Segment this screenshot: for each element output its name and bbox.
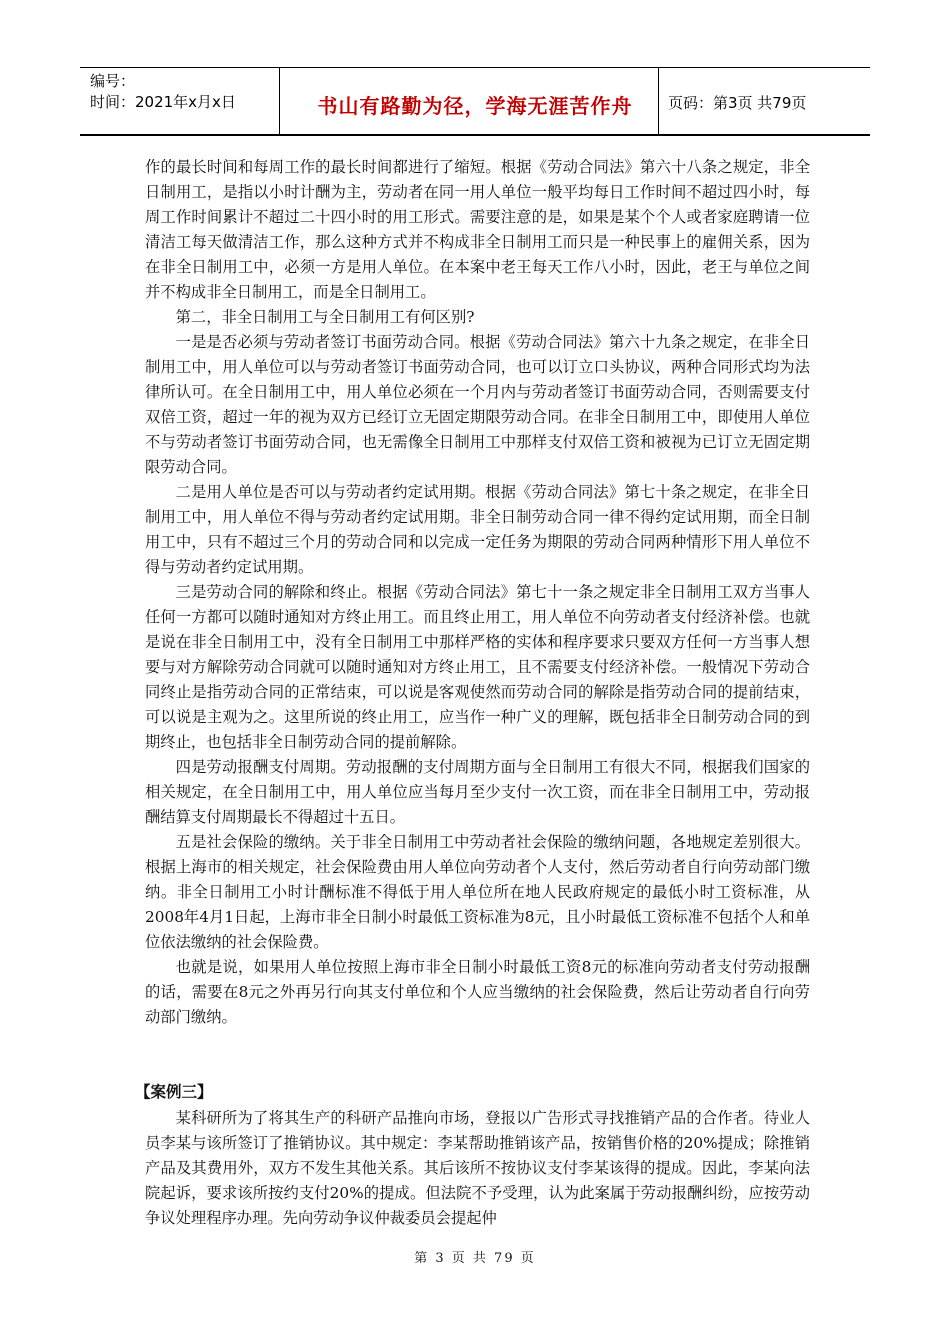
document-date-label: 时间：2021年x月x日: [90, 93, 236, 111]
paragraph: 五是社会保险的缴纳。关于非全日制用工中劳动者社会保险的缴纳问题，各地规定差别很大。根据上海市的相关规定，社会保险费由用人单位向劳动者个人支付，然后劳动者自行向劳动部门缴纳。非全日制用工小时计酬标准不得低于用人单位所在地人民政府规定的最低小时工资标准，从2008年4月1日起，上海市非全日制小时最低工资标准为8元，且小时最低工资标准不包括个人和单位依法缴纳的社会保险费。: [145, 833, 810, 951]
header-bottom-rule: [80, 134, 870, 136]
header-divider-left: [279, 67, 280, 136]
paragraph: 也就是说，如果用人单位按照上海市非全日制小时最低工资8元的标准向劳动者支付劳动报酬的话，需要在8元之外再另行向其支付单位和个人应当缴纳的社会保险费，然后让劳动者自行向劳动部门缴纳。: [145, 958, 810, 1026]
case-three-heading: 【案例三】: [135, 1083, 213, 1101]
header-motto: 书山有路勤为径，学海无涯苦作舟: [317, 94, 633, 118]
header-meta: [90, 71, 236, 113]
header-top-rule: [80, 67, 870, 68]
page-footer: 第 3 页 共 79 页: [414, 1251, 536, 1266]
document-number-label: 编号：: [90, 72, 136, 90]
paragraph: 三是劳动合同的解除和终止。根据《劳动合同法》第七十一条之规定非全日制用工双方当事人任何一方都可以随时通知对方终止用工。而且终止用工，用人单位不向劳动者支付经济补偿。也就是说在非全日制用工中，没有全日制用工中那样严格的实体和程序要求只要双方任何一方当事人想要与对方解除劳动合同就可以随时通知对方终止用工，且不需要支付经济补偿。一般情况下劳动合同终止是指劳动合同的正常结束，可以说是客观使然而劳动合同的解除是指劳动合同的提前结束，可以说是主观为之。这里所说的终止用工，应当作一种广义的理解，既包括非全日制劳动合同的到期终止，也包括非全日制劳动合同的提前解除。: [145, 583, 810, 751]
case-three-body: [145, 1106, 810, 1231]
paragraph: 作的最长时间和每周工作的最长时间都进行了缩短。根据《劳动合同法》第六十八条之规定，非全日制用工，是指以小时计酬为主，劳动者在同一用人单位一般平均每日工作时间不超过四小时，每周工作时间累计不超过二十四小时的用工形式。需要注意的是，如果是某个个人或者家庭聘请一位清洁工每天做清洁工作，那么这种方式并不构成非全日制用工而只是一种民事上的雇佣关系，因为在非全日制用工中，必须一方是用人单位。在本案中老王每天工作八小时，因此，老王与单位之间并不构成非全日制用工，而是全日制用工。: [145, 158, 810, 301]
paragraph: 某科研所为了将其生产的科研产品推向市场，登报以广告形式寻找推销产品的合作者。待业人员李某与该所签订了推销协议。其中规定：李某帮助推销该产品，按销售价格的20%提成；除推销产品及其费用外，双方不发生其他关系。其后该所不按协议支付李某该得的提成。因此，李某向法院起诉，要求该所按约支付20%的提成。但法院不予受理，认为此案属于劳动报酬纠纷，应按劳动争议处理程序办理。先向劳动争议仲裁委员会提起仲: [145, 1109, 810, 1227]
header-page-number: 页码：第3页 共79页: [668, 94, 807, 112]
paragraph: 二是用人单位是否可以与劳动者约定试用期。根据《劳动合同法》第七十条之规定，在非全日制用工中，用人单位不得与劳动者约定试用期。非全日制劳动合同一律不得约定试用期，而全日制用工中，只有不超过三个月的劳动合同和以完成一定任务为期限的劳动合同两种情形下用人单位不得与劳动者约定试用期。: [145, 483, 810, 576]
paragraph: 四是劳动报酬支付周期。劳动报酬的支付周期方面与全日制用工有很大不同，根据我们国家的相关规定，在全日制用工中，用人单位应当每月至少支付一次工资，而在非全日制用工中，劳动报酬结算支付周期最长不得超过十五日。: [145, 758, 810, 826]
paragraph: 第二，非全日制用工与全日制用工有何区别?: [175, 308, 475, 326]
body-text: [145, 155, 810, 1030]
paragraph: 一是是否必须与劳动者签订书面劳动合同。根据《劳动合同法》第六十九条之规定，在非全日制用工中，用人单位可以与劳动者签订书面劳动合同，也可以订立口头协议，两种合同形式均为法律所认可。在全日制用工中，用人单位必须在一个月内与劳动者签订书面劳动合同，否则需要支付双倍工资，超过一年的视为双方已经订立无固定期限劳动合同。在非全日制用工中，即使用人单位不与劳动者签订书面劳动合同，也无需像全日制用工中那样支付双倍工资和被视为已订立无固定期限劳动合同。: [145, 333, 810, 476]
page-header: [80, 66, 870, 136]
